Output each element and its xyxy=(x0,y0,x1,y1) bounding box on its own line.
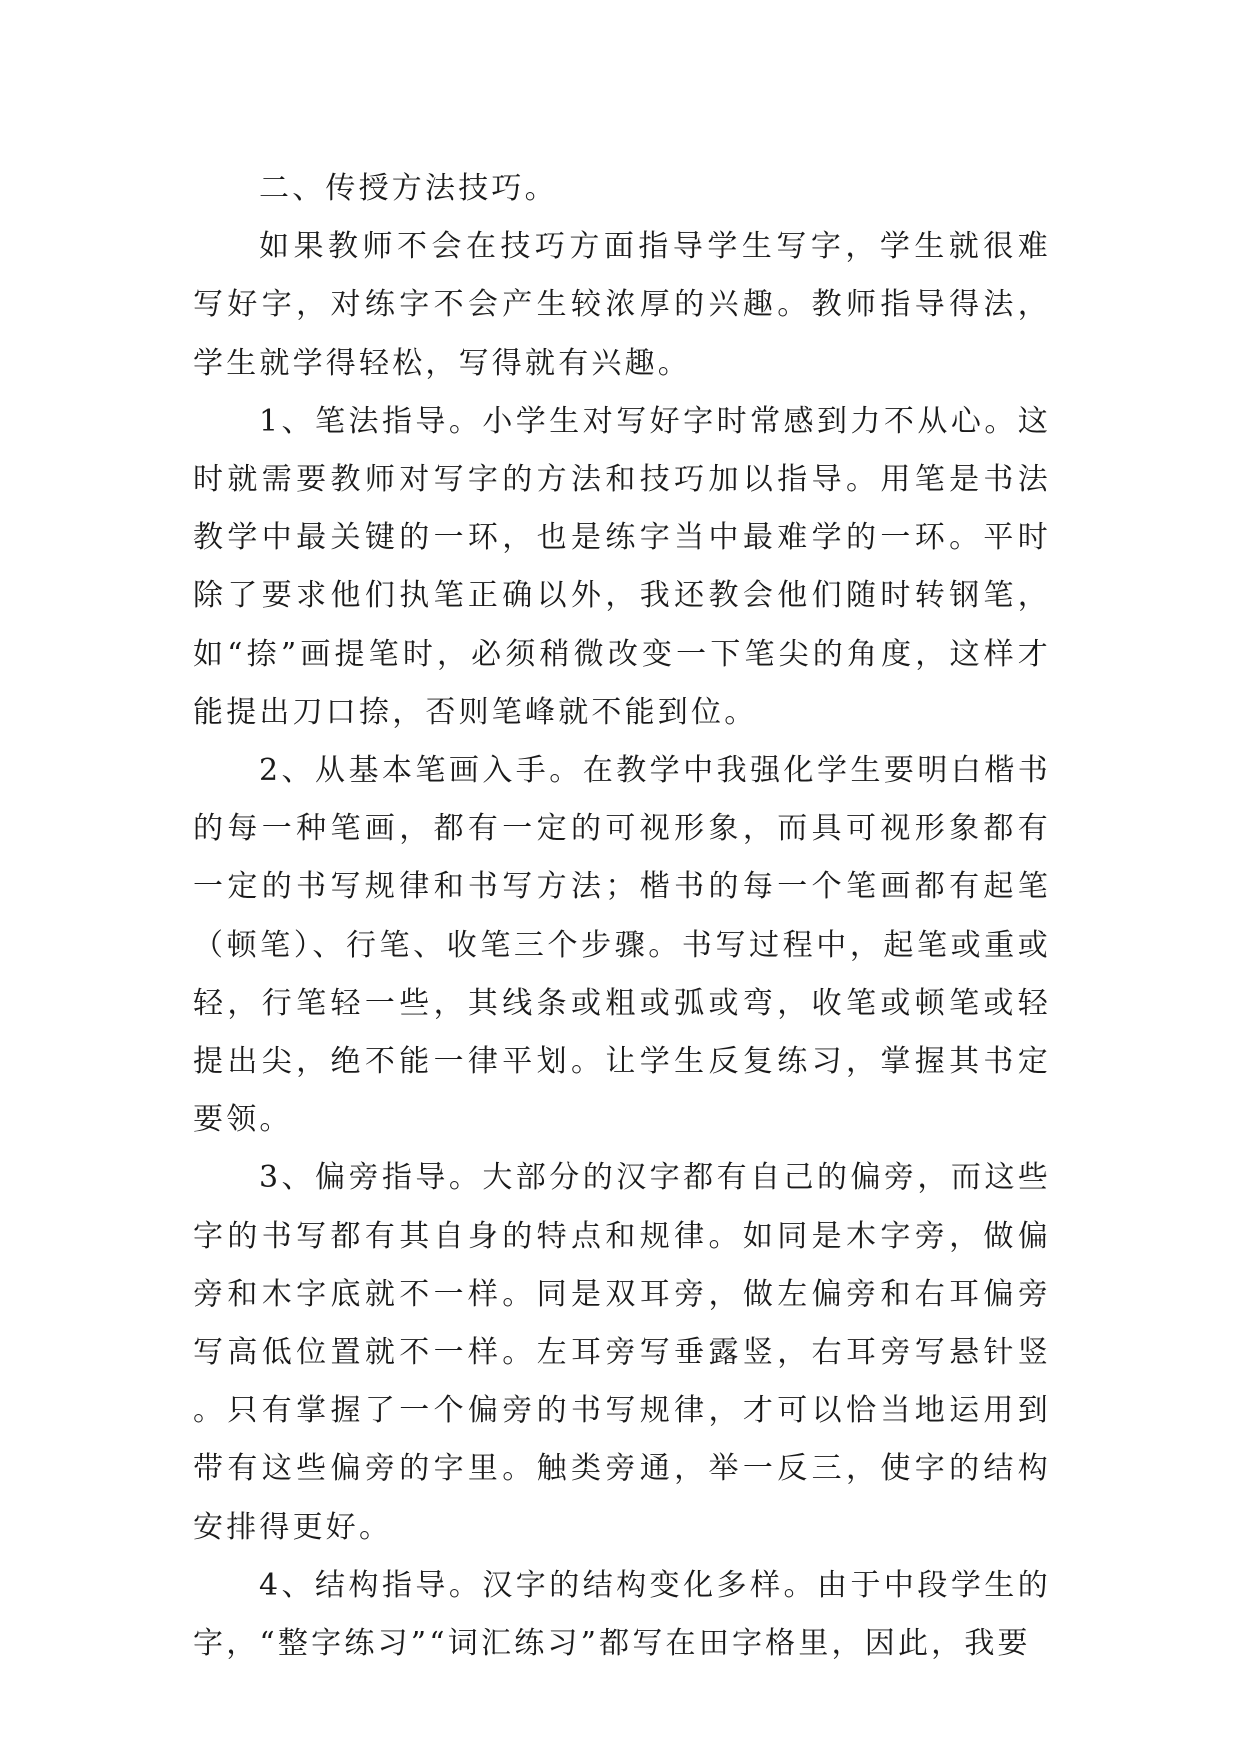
document-body xyxy=(193,160,1051,1673)
brush-technique-paragraph: 1、笔法指导。小学生对写好字时常感到力不从心。这时就需要教师对写字的方法和技巧加以指导。用笔是书法教学中最关键的一环，也是练字当中最难学的一环。平时除了要求他们执笔正确以外，我还教会他们随时转钢笔，如“捺”画提笔时，必须稍微改变一下笔尖的角度，这样才能提出刀口捺，否则笔峰就不能到位。 xyxy=(193,403,1051,730)
basic-strokes-paragraph: 2、从基本笔画入手。在教学中我强化学生要明白楷书的每一种笔画，都有一定的可视形象，而具可视形象都有一定的书写规律和书写方法；楷书的每一个笔画都有起笔（顿笔）、行笔、收笔三个步骤。书写过程中，起笔或重或轻，行笔轻一些，其线条或粗或弧或弯，收笔或顿笔或轻提出尖，绝不能一律平划。让学生反复练习，掌握其书定要领。 xyxy=(193,753,1051,1138)
structure-paragraph: 4、结构指导。汉字的结构变化多样。由于中段学生的字，“整字练习”“词汇练习”都写在田字格里，因此，我要 xyxy=(193,1567,1051,1662)
radicals-paragraph: 3、偏旁指导。大部分的汉字都有自己的偏旁，而这些字的书写都有其自身的特点和规律。如同是木字旁，做偏旁和木字底就不一样。同是双耳旁，做左偏旁和右耳偏旁写高低位置就不一样。左耳旁写垂露竖，右耳旁写悬针竖。只有掌握了一个偏旁的书写规律，才可以恰当地运用到带有这些偏旁的字里。触类旁通，举一反三，使字的结构安排得更好。 xyxy=(193,1160,1051,1545)
section-heading: 二、传授方法技巧。 xyxy=(259,171,558,206)
intro-paragraph: 如果教师不会在技巧方面指导学生写字，学生就很难写好字，对练字不会产生较浓厚的兴趣。教师指导得法，学生就学得轻松，写得就有兴趣。 xyxy=(193,229,1051,381)
